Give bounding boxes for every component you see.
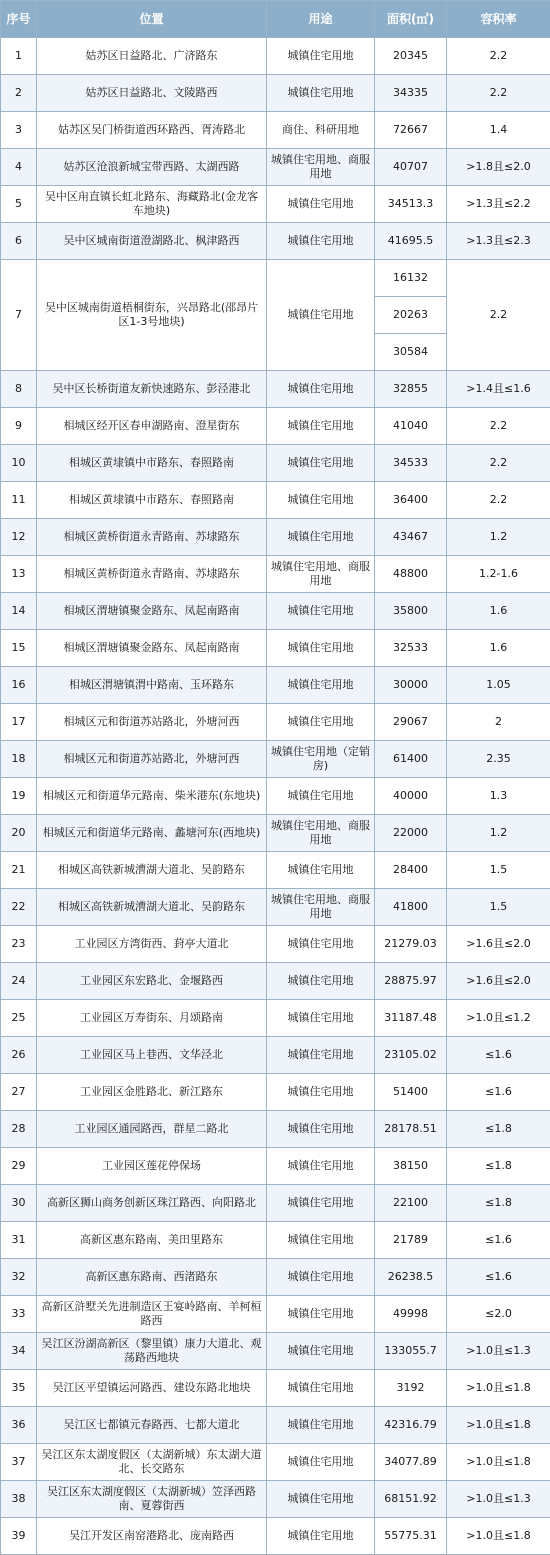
cell-area: 29067 [375,704,447,741]
cell-area: 23105.02 [375,1037,447,1074]
cell-area: 20263 [375,297,447,334]
cell-location: 吴江区七都镇元春路西、七都大道北 [37,1407,267,1444]
table-row [1,260,550,297]
cell-use: 城镇住宅用地 [267,223,375,260]
cell-number: 15 [1,630,37,667]
cell-location: 吴江区汾湖高新区（黎里镇）康力大道北、观荡路西地块 [37,1333,267,1370]
cell-area: 48800 [375,556,447,593]
header-far: 容积率 [447,1,550,38]
cell-use: 城镇住宅用地 [267,593,375,630]
cell-number: 24 [1,963,37,1000]
cell-far: ≤1.6 [447,1222,550,1259]
table-row [1,1222,550,1259]
cell-far: 1.4 [447,112,550,149]
table-row [1,1481,550,1518]
cell-area: 51400 [375,1074,447,1111]
cell-use: 城镇住宅用地 [267,1259,375,1296]
cell-area: 32855 [375,371,447,408]
cell-use: 城镇住宅用地、商服用地 [267,815,375,852]
cell-use: 城镇住宅用地、商服 用地 [267,149,375,186]
cell-far: ≤1.8 [447,1185,550,1222]
cell-area: 41800 [375,889,447,926]
cell-use: 城镇住宅用地 [267,1481,375,1518]
cell-number: 30 [1,1185,37,1222]
cell-area: 40000 [375,778,447,815]
cell-far: 2.35 [447,741,550,778]
cell-use: 城镇住宅用地 [267,1148,375,1185]
cell-number: 25 [1,1000,37,1037]
cell-far: ≤1.6 [447,1259,550,1296]
table-row [1,1370,550,1407]
cell-area: 22100 [375,1185,447,1222]
table-row [1,1074,550,1111]
cell-far: >1.6且≤2.0 [447,963,550,1000]
table-row [1,741,550,778]
table-row [1,445,550,482]
cell-far: 2.2 [447,408,550,445]
cell-location: 吴江区东太湖度假区（太湖新城）东太湖大道北、长交路东 [37,1444,267,1481]
table-row [1,889,550,926]
cell-location: 吴江开发区南窑港路北、庞南路西 [37,1518,267,1555]
cell-location: 工业园区莲花停保场 [37,1148,267,1185]
cell-use: 城镇住宅用地 [267,1074,375,1111]
cell-use: 城镇住宅用地 [267,38,375,75]
cell-far: 1.6 [447,630,550,667]
cell-far: 2.2 [447,75,550,112]
cell-location: 相城区高铁新城漕湖大道北、吴韵路东 [37,889,267,926]
table-row [1,1444,550,1481]
table-row [1,482,550,519]
cell-location: 姑苏区日益路北、广济路东 [37,38,267,75]
cell-area: 49998 [375,1296,447,1333]
cell-far: >1.4且≤1.6 [447,371,550,408]
cell-number: 9 [1,408,37,445]
cell-location: 相城区渭塘镇聚金路东、凤起南路南 [37,593,267,630]
table-row [1,926,550,963]
cell-number: 11 [1,482,37,519]
table-row [1,1407,550,1444]
cell-area: 26238.5 [375,1259,447,1296]
cell-use: 城镇住宅用地 [267,1370,375,1407]
cell-far: >1.3且≤2.2 [447,186,550,223]
table-row [1,704,550,741]
cell-use: 城镇住宅用地 [267,260,375,371]
cell-area: 32533 [375,630,447,667]
cell-far: 1.05 [447,667,550,704]
table-row [1,556,550,593]
cell-number: 28 [1,1111,37,1148]
table-row [1,1000,550,1037]
table-row [1,1185,550,1222]
cell-number: 36 [1,1407,37,1444]
cell-location: 吴江区平望镇运河路西、建设东路北地块 [37,1370,267,1407]
cell-number: 16 [1,667,37,704]
cell-location: 工业园区万寿街东、月颂路南 [37,1000,267,1037]
header-location: 位置 [37,1,267,38]
cell-far: 1.2 [447,519,550,556]
cell-use: 城镇住宅用地 [267,1407,375,1444]
cell-far: ≤2.0 [447,1296,550,1333]
header-use: 用途 [267,1,375,38]
cell-location: 工业园区金胜路北、新江路东 [37,1074,267,1111]
cell-area: 34335 [375,75,447,112]
cell-location: 工业园区方湾街西、葑亭大道北 [37,926,267,963]
cell-far: 2.2 [447,260,550,371]
cell-number: 26 [1,1037,37,1074]
cell-location: 吴江区东太湖度假区（太湖新城）笠泽西路南、夏蓉街西 [37,1481,267,1518]
table-row [1,1148,550,1185]
cell-number: 20 [1,815,37,852]
cell-area: 72667 [375,112,447,149]
cell-number: 33 [1,1296,37,1333]
table-row [1,223,550,260]
cell-number: 14 [1,593,37,630]
cell-area: 55775.31 [375,1518,447,1555]
cell-area: 30584 [375,334,447,371]
cell-use: 城镇住宅用地 [267,75,375,112]
cell-use: 城镇住宅用地 [267,186,375,223]
cell-use: 城镇住宅用地 [267,778,375,815]
cell-area: 22000 [375,815,447,852]
cell-use: 城镇住宅用地 [267,1296,375,1333]
cell-far: ≤1.6 [447,1074,550,1111]
cell-use: 城镇住宅用地（定销 房) [267,741,375,778]
cell-far: >1.3且≤2.3 [447,223,550,260]
cell-location: 姑苏区沧浪新城宝带西路、太湖西路 [37,149,267,186]
cell-area: 35800 [375,593,447,630]
cell-area: 16132 [375,260,447,297]
table-row [1,149,550,186]
cell-use: 城镇住宅用地 [267,371,375,408]
cell-number: 21 [1,852,37,889]
cell-location: 高新区惠东路南、西渚路东 [37,1259,267,1296]
cell-far: >1.0且≤1.2 [447,1000,550,1037]
cell-number: 23 [1,926,37,963]
cell-far: 1.3 [447,778,550,815]
cell-number: 22 [1,889,37,926]
table-row [1,1333,550,1370]
cell-far: 2.2 [447,38,550,75]
cell-use: 城镇住宅用地、商服 用地 [267,556,375,593]
cell-location: 吴中区城南街道梧桐街东，兴昂路北(邵昂片区1-3号地块) [37,260,267,371]
cell-far: >1.0且≤1.8 [447,1518,550,1555]
cell-far: >1.0且≤1.8 [447,1444,550,1481]
cell-number: 2 [1,75,37,112]
cell-area: 31187.48 [375,1000,447,1037]
header-number: 序号 [1,1,37,38]
cell-number: 12 [1,519,37,556]
cell-far: >1.0且≤1.8 [447,1370,550,1407]
cell-number: 8 [1,371,37,408]
table-body [1,38,550,1555]
cell-location: 工业园区马上巷西、文华泾北 [37,1037,267,1074]
cell-area: 38150 [375,1148,447,1185]
cell-far: >1.6且≤2.0 [447,926,550,963]
cell-location: 相城区高铁新城漕湖大道北、吴韵路东 [37,852,267,889]
cell-use: 城镇住宅用地 [267,667,375,704]
table-row [1,112,550,149]
cell-number: 3 [1,112,37,149]
cell-far: ≤1.8 [447,1148,550,1185]
cell-location: 吴中区长桥街道友新快速路东、彭泾港北 [37,371,267,408]
cell-location: 工业园区通园路西，群星二路北 [37,1111,267,1148]
table-row [1,1111,550,1148]
cell-far: 1.5 [447,889,550,926]
cell-number: 38 [1,1481,37,1518]
cell-far: 1.2-1.6 [447,556,550,593]
cell-area: 21789 [375,1222,447,1259]
table-row [1,519,550,556]
cell-location: 相城区元和街道苏站路北，外塘河西 [37,741,267,778]
cell-area: 30000 [375,667,447,704]
cell-area: 28178.51 [375,1111,447,1148]
cell-number: 34 [1,1333,37,1370]
cell-number: 32 [1,1259,37,1296]
cell-location: 相城区黄桥街道永青路南、苏埭路东 [37,556,267,593]
cell-location: 相城区经开区春申湖路南、澄星街东 [37,408,267,445]
cell-location: 相城区元和街道华元路南、柴米港东(东地块) [37,778,267,815]
cell-number: 31 [1,1222,37,1259]
cell-location: 工业园区东宏路北、金堰路西 [37,963,267,1000]
cell-number: 13 [1,556,37,593]
cell-far: 2 [447,704,550,741]
cell-far: ≤1.8 [447,1111,550,1148]
cell-location: 姑苏区日益路北、文陵路西 [37,75,267,112]
table-row [1,1259,550,1296]
cell-use: 城镇住宅用地 [267,630,375,667]
cell-area: 28400 [375,852,447,889]
table-row [1,1518,550,1555]
table-row [1,75,550,112]
cell-use: 城镇住宅用地 [267,445,375,482]
cell-area: 43467 [375,519,447,556]
cell-number: 1 [1,38,37,75]
cell-number: 10 [1,445,37,482]
cell-use: 城镇住宅用地 [267,519,375,556]
table-header-row [1,1,550,38]
cell-location: 吴中区甪直镇长虹北路东、海藏路北(金龙客车地块) [37,186,267,223]
cell-location: 相城区元和街道苏站路北，外塘河西 [37,704,267,741]
cell-area: 42316.79 [375,1407,447,1444]
cell-use: 城镇住宅用地 [267,1444,375,1481]
cell-area: 34513.3 [375,186,447,223]
cell-area: 133055.7 [375,1333,447,1370]
cell-number: 19 [1,778,37,815]
cell-far: >1.8且≤2.0 [447,149,550,186]
cell-far: 2.2 [447,482,550,519]
table-row [1,38,550,75]
table-row [1,1037,550,1074]
cell-use: 城镇住宅用地 [267,1185,375,1222]
cell-location: 相城区渭塘镇聚金路东、凤起南路南 [37,630,267,667]
cell-location: 姑苏区吴门桥街道西环路西、胥涛路北 [37,112,267,149]
cell-far: >1.0且≤1.3 [447,1333,550,1370]
table-row [1,371,550,408]
cell-number: 6 [1,223,37,260]
table-row [1,630,550,667]
cell-use: 城镇住宅用地 [267,1000,375,1037]
cell-number: 18 [1,741,37,778]
cell-area: 20345 [375,38,447,75]
table-row [1,408,550,445]
cell-use: 城镇住宅用地 [267,963,375,1000]
cell-area: 61400 [375,741,447,778]
cell-use: 城镇住宅用地 [267,1333,375,1370]
cell-location: 相城区黄桥街道永青路南、苏埭路东 [37,519,267,556]
table-row [1,667,550,704]
cell-location: 相城区黄埭镇中市路东、春照路南 [37,482,267,519]
cell-number: 7 [1,260,37,371]
cell-location: 高新区狮山商务创新区珠江路西、向阳路北 [37,1185,267,1222]
cell-use: 城镇住宅用地 [267,1037,375,1074]
cell-use: 城镇住宅用地 [267,926,375,963]
table-row [1,593,550,630]
cell-area: 36400 [375,482,447,519]
cell-area: 41040 [375,408,447,445]
cell-number: 39 [1,1518,37,1555]
cell-location: 相城区渭塘镇渭中路南、玉环路东 [37,667,267,704]
cell-far: 1.2 [447,815,550,852]
cell-location: 相城区元和街道华元路南、蠡塘河东(西地块) [37,815,267,852]
cell-number: 37 [1,1444,37,1481]
cell-use: 城镇住宅用地 [267,852,375,889]
table-row [1,963,550,1000]
cell-use: 城镇住宅用地 [267,704,375,741]
cell-far: ≤1.6 [447,1037,550,1074]
cell-area: 34533 [375,445,447,482]
cell-area: 34077.89 [375,1444,447,1481]
cell-area: 3192 [375,1370,447,1407]
cell-area: 68151.92 [375,1481,447,1518]
cell-number: 27 [1,1074,37,1111]
cell-use: 商住、科研用地 [267,112,375,149]
cell-number: 35 [1,1370,37,1407]
cell-far: 1.6 [447,593,550,630]
table-row [1,815,550,852]
cell-location: 相城区黄埭镇中市路东、春照路南 [37,445,267,482]
table-row [1,852,550,889]
cell-location: 高新区惠东路南、美田里路东 [37,1222,267,1259]
cell-number: 5 [1,186,37,223]
cell-use: 城镇住宅用地 [267,1518,375,1555]
cell-location: 高新区浒墅关先进制造区王宴岭路南、羊柯桓路西 [37,1296,267,1333]
table-row [1,1296,550,1333]
cell-use: 城镇住宅用地 [267,1111,375,1148]
cell-number: 29 [1,1148,37,1185]
cell-far: 1.5 [447,852,550,889]
cell-area: 21279.03 [375,926,447,963]
cell-area: 28875.97 [375,963,447,1000]
cell-far: >1.0且≤1.8 [447,1407,550,1444]
cell-area: 40707 [375,149,447,186]
cell-use: 城镇住宅用地 [267,482,375,519]
table-row [1,778,550,815]
cell-number: 4 [1,149,37,186]
cell-use: 城镇住宅用地 [267,1222,375,1259]
cell-location: 吴中区城南街道澄湖路北、枫津路西 [37,223,267,260]
cell-far: 2.2 [447,445,550,482]
cell-far: >1.0且≤1.3 [447,1481,550,1518]
table-row [1,186,550,223]
cell-use: 城镇住宅用地 [267,408,375,445]
cell-use: 城镇住宅用地、商服用地 [267,889,375,926]
cell-area: 41695.5 [375,223,447,260]
cell-number: 17 [1,704,37,741]
header-area: 面积(㎡) [375,1,447,38]
